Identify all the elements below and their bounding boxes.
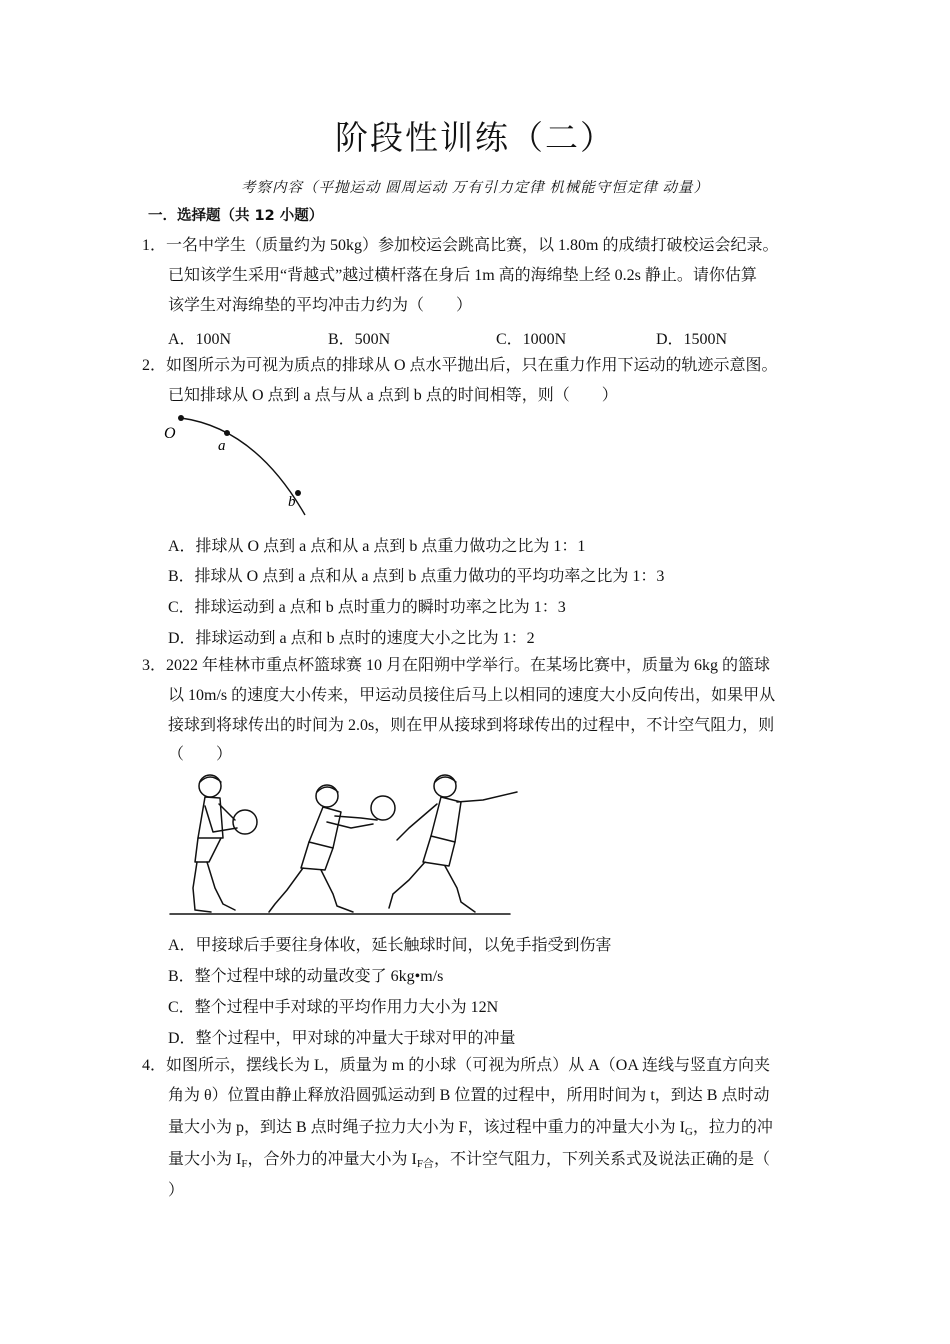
- q4-line-3-post: ，拉力的冲: [692, 1119, 773, 1136]
- q3-line-1: 3．2022 年桂林市重点杯篮球赛 10 月在阳朔中学举行。在某场比赛中，质量为 6kg 的篮球: [142, 657, 771, 674]
- q2-option-c: C．排球运动到 a 点和 b 点时重力的瞬时功率之比为 1：3: [168, 599, 566, 616]
- section-heading: 一．选择题（共 12 小题）: [148, 208, 324, 224]
- q3-option-d: D．整个过程中，甲对球的冲量大于球对甲的冲量: [168, 1030, 516, 1047]
- page-subtitle: 考察内容（平抛运动 圆周运动 万有引力定律 机械能守恒定律 动量）: [241, 180, 709, 196]
- basketball-players-figure: [165, 770, 545, 920]
- player-3-icon: [389, 775, 517, 912]
- label-a: a: [218, 438, 226, 454]
- q4-line-3: [168, 1118, 773, 1142]
- q2-option-a: A．排球从 O 点到 a 点和从 a 点到 b 点重力做功之比为 1：1: [168, 538, 586, 555]
- q3-option-c: C．整个过程中手对球的平均作用力大小为 12N: [168, 999, 499, 1016]
- q1-option-d: D．1500N: [656, 331, 728, 348]
- point-o: [178, 415, 184, 421]
- q2-line-2: 已知排球从 O 点到 a 点与从 a 点到 b 点的时间相等，则（ ）: [168, 387, 618, 404]
- q4-line-4: [168, 1150, 770, 1174]
- q4-line-1: 4．如图所示，摆线长为 L，质量为 m 的小球（可视为所点）从 A（OA 连线与竖直方向夹: [142, 1057, 771, 1074]
- q2-option-d: D．排球运动到 a 点和 b 点时的速度大小之比为 1：2: [168, 630, 535, 647]
- q4-sub-g: G: [684, 1126, 693, 1138]
- q4-line-4-mid: ，合外力的冲量大小为 I: [247, 1151, 417, 1168]
- point-b: [295, 490, 301, 496]
- q3-line-2: 以 10m/s 的速度大小传来，甲运动员接住后马上以相同的速度大小反向传出，如果甲从: [168, 687, 776, 704]
- q3-line-3: 接球到将球传出的时间为 2.0s，则在甲从接球到将球传出的过程中，不计空气阻力，则: [168, 717, 775, 734]
- trajectory-figure: [160, 410, 320, 520]
- q1-option-b: B．500N: [328, 331, 391, 348]
- q1-line-3: 该学生对海绵垫的平均冲击力约为（ ）: [168, 297, 473, 314]
- q4-line-2: 角为 θ）位置由静止释放沿圆弧运动到 B 位置的过程中，所用时间为 t，到达 B 点时动: [168, 1087, 770, 1104]
- q1-line-1: 1．一名中学生（质量约为 50kg）参加校运会跳高比赛，以 1.80m 的成绩打破校运会纪录。: [142, 237, 779, 254]
- q4-line-4-post: ，不计空气阻力，下列关系式及说法正确的是（: [433, 1151, 770, 1168]
- q4-line-5: ）: [168, 1182, 185, 1199]
- point-a: [224, 430, 230, 436]
- player-2-icon: [269, 785, 395, 912]
- label-b: b: [288, 494, 296, 510]
- q3-option-b: B．整个过程中球的动量改变了 6kg•m/s: [168, 968, 444, 985]
- q3-option-a: A．甲接球后手要往身体收，延长触球时间，以免手指受到伤害: [168, 937, 612, 954]
- q4-sub-fhe: F合: [416, 1158, 434, 1170]
- q1-option-a: A．100N: [168, 331, 232, 348]
- q3-line-4: （ ）: [168, 746, 233, 763]
- q4-line-3-pre: 量大小为 p，到达 B 点时绳子拉力大小为 F，该过程中重力的冲量大小为 I: [168, 1119, 685, 1136]
- player-1-icon: [193, 775, 257, 912]
- q2-option-b: B．排球从 O 点到 a 点和从 a 点到 b 点重力做功的平均功率之比为 1：3: [168, 568, 665, 585]
- q1-line-2: 已知该学生采用“背越式”越过横杆落在身后 1m 高的海绵垫上经 0.2s 静止。请你估算: [168, 267, 757, 284]
- q1-option-c: C．1000N: [496, 331, 567, 348]
- q2-line-1: 2．如图所示为可视为质点的排球从 O 点水平抛出后，只在重力作用下运动的轨迹示意图。: [142, 357, 778, 374]
- trajectory-curve: [181, 418, 305, 515]
- q4-sub-f: F: [241, 1158, 248, 1170]
- page-title: 阶段性训练（二）: [335, 118, 615, 157]
- label-o: O: [164, 425, 176, 442]
- q4-line-4-pre: 量大小为 I: [168, 1151, 242, 1168]
